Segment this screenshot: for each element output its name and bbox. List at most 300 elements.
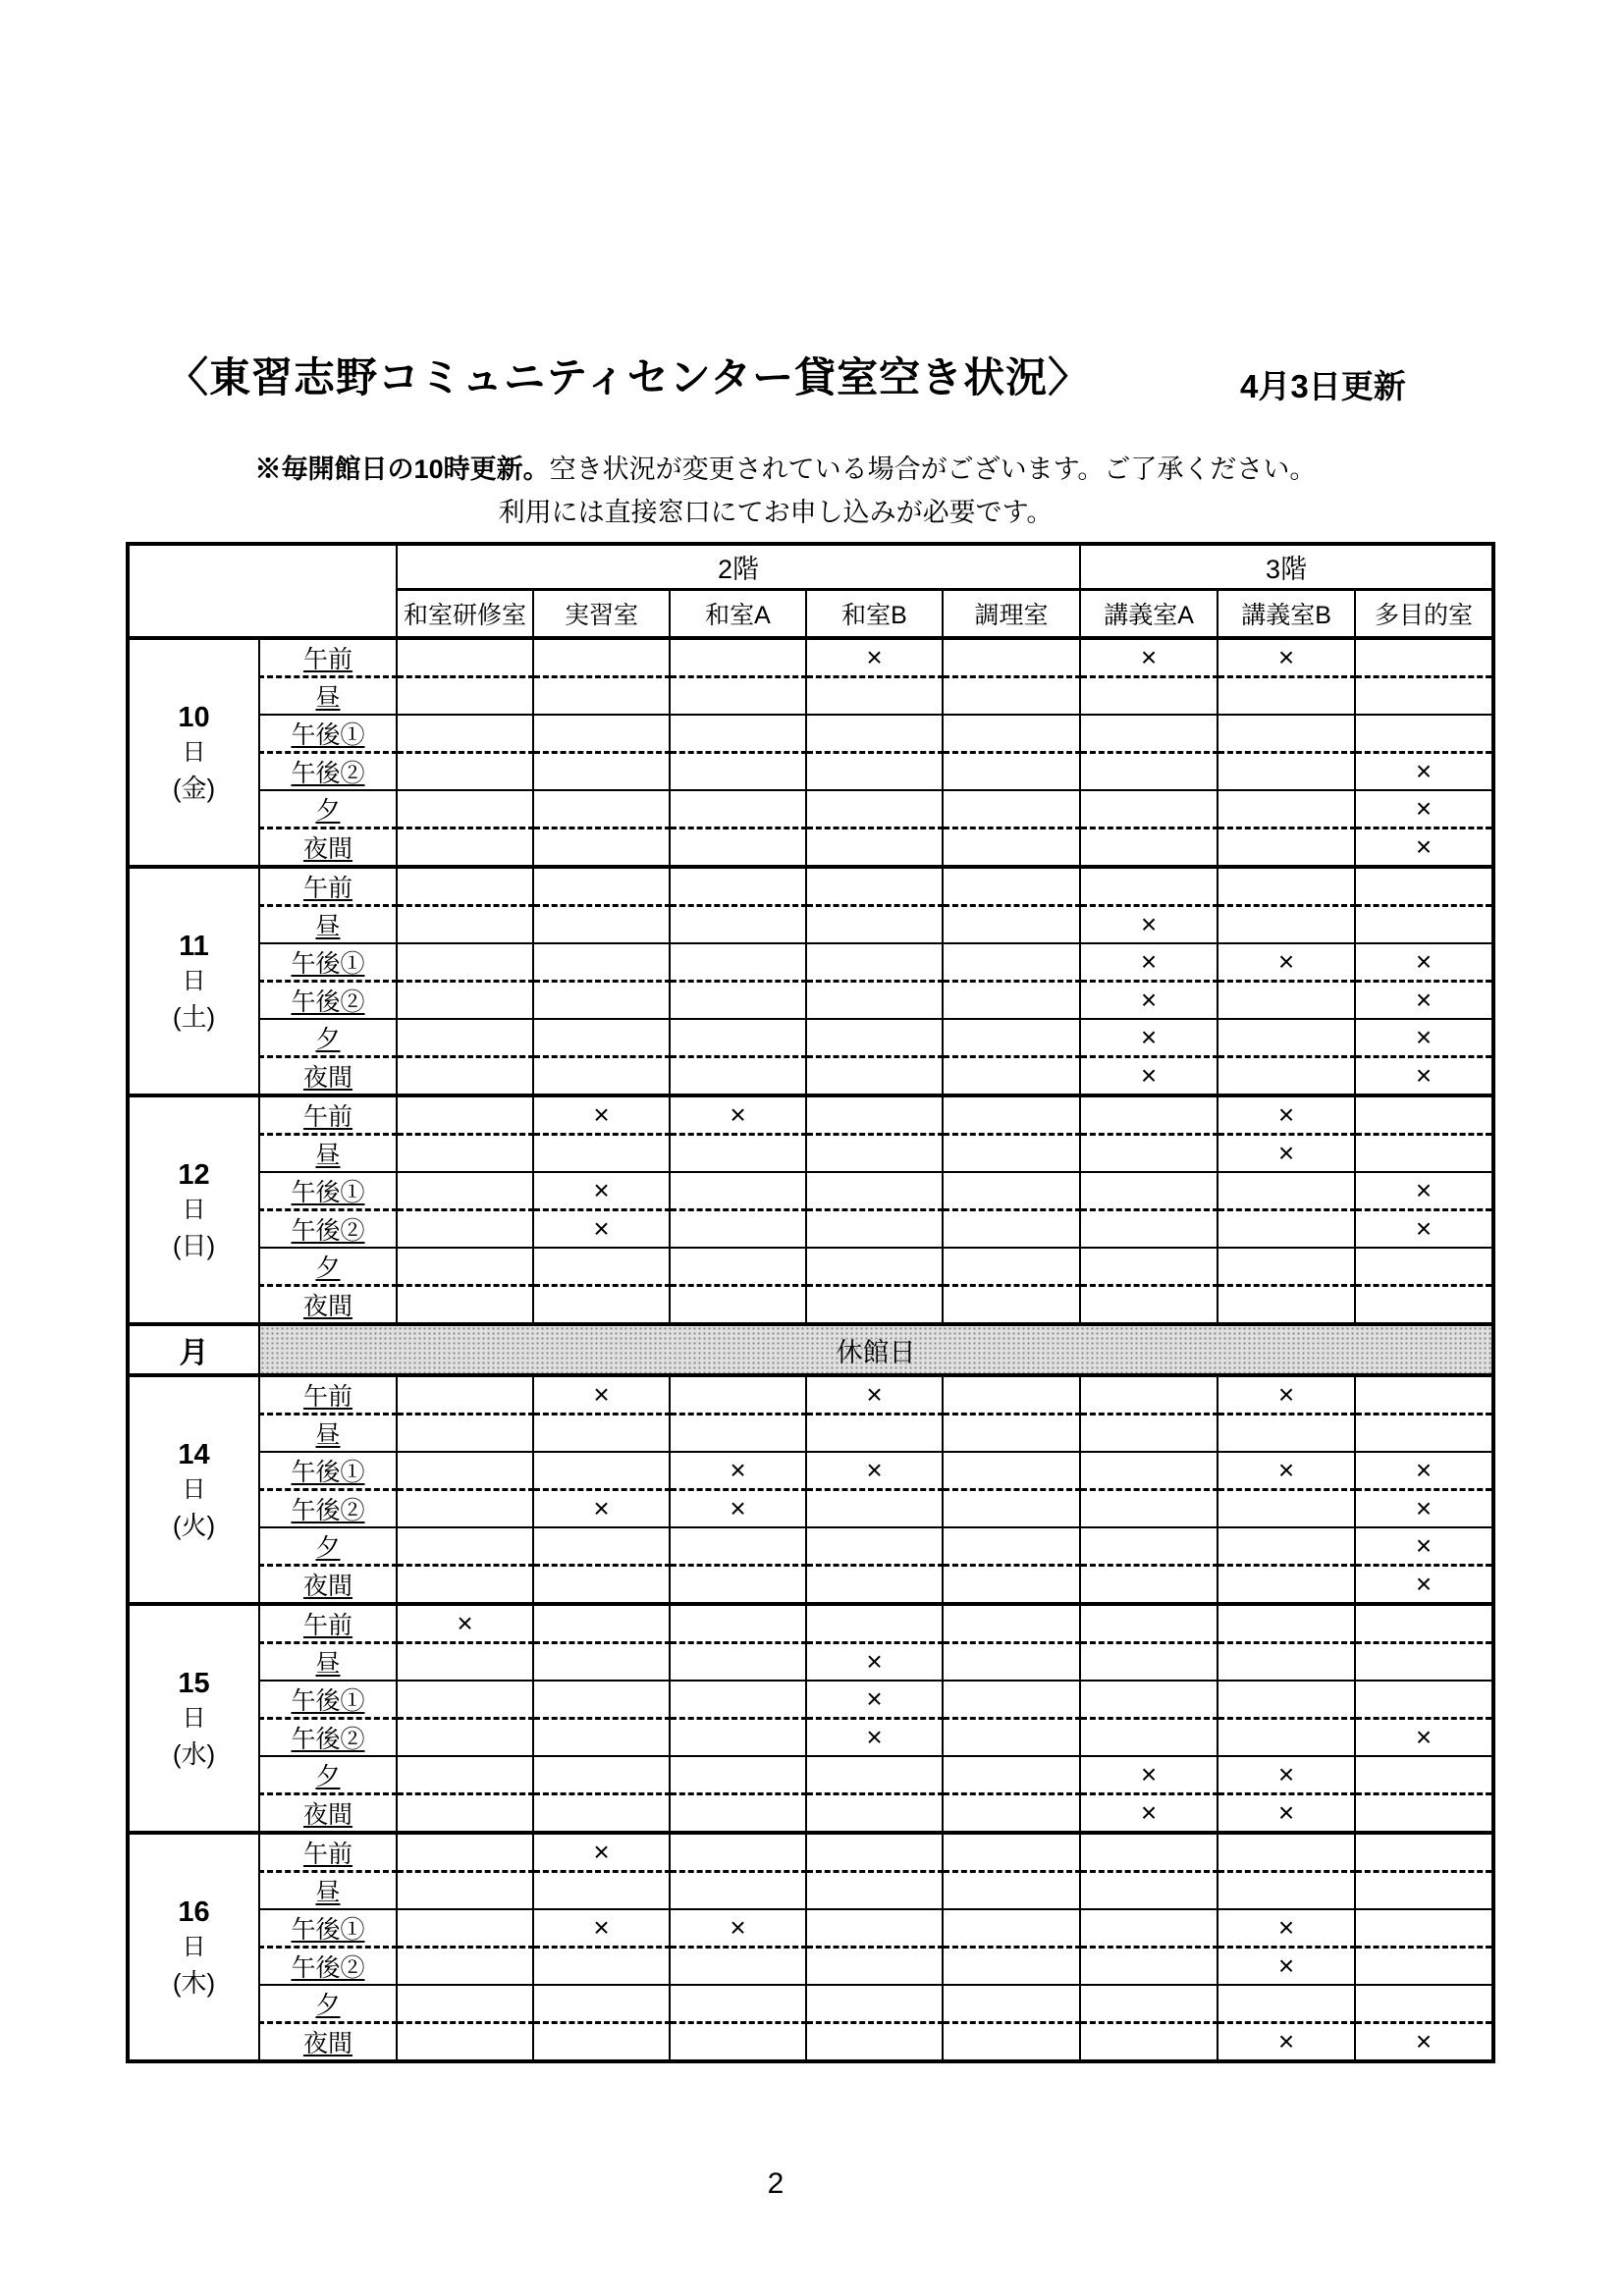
availability-cell [943,753,1080,791]
availability-cell [1218,1172,1355,1210]
room-header-6: 講義室A [1080,589,1218,638]
availability-cell [1080,1604,1218,1643]
time-slot-label [259,1756,397,1794]
availability-cell-occupied: × [1080,906,1218,944]
room-header-5: 調理室 [943,589,1080,638]
availability-cell [943,867,1080,906]
availability-cell [806,753,943,791]
availability-cell [1080,1985,1218,2023]
availability-cell [670,2023,806,2062]
time-slot-text: 夜間 [302,1573,352,1600]
availability-cell [1080,1643,1218,1682]
time-slot-label [259,1210,397,1249]
availability-cell [943,790,1080,828]
day-block-12 [128,1095,1493,1324]
availability-cell [806,1172,943,1210]
availability-cell [1080,1833,1218,1872]
availability-cell [533,1057,670,1096]
time-slot-label [259,1985,397,2023]
availability-cell [806,1095,943,1135]
availability-cell [670,1833,806,1872]
availability-cell [806,1794,943,1834]
room-header-8: 多目的室 [1355,589,1493,638]
time-slot-text: 夕 [315,1763,341,1790]
availability-cell [806,1286,943,1325]
availability-cell [533,1286,670,1325]
table-header [128,544,1493,638]
availability-cell [943,715,1080,753]
availability-cell [1355,1643,1493,1682]
availability-cell-occupied: × [806,638,943,677]
availability-cell [1080,753,1218,791]
availability-cell [533,943,670,982]
availability-cell [1218,1286,1355,1325]
time-slot-text: 午前 [302,646,352,673]
time-slot-text: 午後② [291,1726,365,1753]
page-title: 〈東習志野コミュニティセンター貸室空き状況〉 [167,354,1091,400]
availability-cell [1080,1286,1218,1325]
availability-cell-occupied: × [670,1490,806,1528]
date-cell [128,1833,259,2061]
availability-cell [670,1604,806,1643]
availability-cell [1080,1135,1218,1173]
availability-cell [397,1172,533,1210]
time-slot-text: 夕 [315,1534,341,1562]
date-line: 10 [178,701,210,733]
availability-cell-occupied: × [1355,753,1493,791]
availability-cell [943,1872,1080,1910]
time-slot-text: 昼 [315,1879,341,1906]
availability-cell [943,1057,1080,1096]
availability-cell-occupied: × [1218,1909,1355,1948]
availability-cell [943,1019,1080,1057]
availability-cell [670,1643,806,1682]
availability-cell [533,1604,670,1643]
time-slot-label [259,828,397,868]
availability-cell [806,828,943,868]
availability-cell [397,1909,533,1948]
availability-cell [533,828,670,868]
availability-cell [397,1135,533,1173]
availability-cell-occupied: × [1218,1375,1355,1415]
availability-cell [397,753,533,791]
availability-cell [806,1248,943,1286]
time-slot-text: 夕 [315,1026,341,1053]
availability-cell [943,1794,1080,1834]
availability-cell [397,828,533,868]
availability-cell [670,906,806,944]
availability-cell [806,1872,943,1910]
floor-header-3f: 3階 [1080,544,1493,589]
availability-cell [397,1286,533,1325]
time-slot-text: 昼 [315,1421,341,1449]
availability-cell [533,790,670,828]
room-header-2: 実習室 [533,589,670,638]
availability-cell [533,677,670,716]
availability-cell [1355,1135,1493,1173]
availability-cell [397,790,533,828]
availability-cell [1080,715,1218,753]
date-line: 日 [182,1196,206,1223]
corner-cell [128,544,397,638]
time-slot-label [259,1604,397,1643]
availability-cell [943,1490,1080,1528]
availability-cell [533,982,670,1020]
availability-cell [533,1643,670,1682]
time-slot-text: 午後① [291,950,365,978]
availability-cell [1218,1527,1355,1566]
availability-cell [1080,677,1218,716]
availability-cell-occupied: × [1355,1490,1493,1528]
date-line: 16 [178,1896,210,1928]
availability-cell [397,1872,533,1910]
time-slot-label [259,753,397,791]
availability-cell [1080,1210,1218,1249]
date-line: (日) [172,1230,216,1260]
availability-cell [1080,790,1218,828]
availability-cell [1218,753,1355,791]
date-cell-monday: 月 [128,1324,259,1375]
availability-cell-occupied: × [806,1719,943,1757]
availability-cell [1218,1210,1355,1249]
availability-cell [397,1756,533,1794]
availability-cell-occupied: × [806,1452,943,1490]
availability-cell [943,1604,1080,1643]
time-slot-text: 午後② [291,760,365,787]
availability-cell [670,1872,806,1910]
availability-cell [1355,1095,1493,1135]
availability-cell [1080,1490,1218,1528]
availability-cell-occupied: × [1080,1019,1218,1057]
availability-cell [806,943,943,982]
date-line: 12 [178,1158,210,1191]
date-cell [128,867,259,1095]
day-block-10 [128,638,1493,867]
availability-cell [397,1019,533,1057]
availability-cell [1080,1909,1218,1948]
availability-cell [533,1248,670,1286]
closed-banner: 休館日 [259,1324,1493,1375]
availability-cell [670,677,806,716]
date-line: 日 [182,967,206,994]
availability-cell [397,906,533,944]
availability-cell [806,1210,943,1249]
availability-cell [533,1415,670,1453]
note-line-1-rest: 空き状況が変更されている場合がございます。ご了承ください。 [549,454,1317,484]
availability-cell [397,638,533,677]
availability-cell [943,1286,1080,1325]
availability-cell-occupied: × [1218,1135,1355,1173]
availability-cell [1218,677,1355,716]
availability-cell [397,1681,533,1719]
availability-cell [533,1719,670,1757]
availability-cell [1080,1872,1218,1910]
time-slot-text: 午前 [302,875,352,902]
availability-cell-occupied: × [1218,1452,1355,1490]
availability-cell [943,1985,1080,2023]
availability-cell [1218,1985,1355,2023]
time-slot-text: 午前 [302,1103,352,1131]
availability-cell [1218,1248,1355,1286]
availability-cell [533,1794,670,1834]
date-cell [128,638,259,867]
time-slot-text: 午後② [291,1217,365,1245]
availability-cell-occupied: × [1355,1172,1493,1210]
availability-cell [1218,1490,1355,1528]
availability-cell-occupied: × [1218,1948,1355,1986]
availability-cell [397,677,533,716]
date-line: 11 [179,930,209,962]
time-slot-text: 午後① [291,1916,365,1944]
availability-cell [1218,1833,1355,1872]
availability-cell [397,1490,533,1528]
availability-cell [806,790,943,828]
page-number: 2 [767,2167,785,2200]
time-slot-text: 夕 [315,1992,341,2019]
time-slot-text: 午後② [291,1954,365,1982]
time-slot-text: 午前 [302,1612,352,1639]
availability-cell [806,1135,943,1173]
availability-cell [806,1948,943,1986]
availability-cell [533,1527,670,1566]
availability-cell [943,1643,1080,1682]
time-slot-text: 午後① [291,1179,365,1206]
availability-cell [533,1681,670,1719]
availability-cell [533,1872,670,1910]
time-slot-label [259,1135,397,1173]
date-line: 14 [178,1438,210,1470]
availability-cell [397,867,533,906]
time-slot-label [259,1566,397,1605]
availability-cell [670,1948,806,1986]
availability-cell [806,1415,943,1453]
availability-cell [806,1604,943,1643]
availability-cell [1218,982,1355,1020]
time-slot-text: 夕 [315,1255,341,1282]
availability-cell [1355,1375,1493,1415]
availability-cell-occupied: × [533,1833,670,1872]
availability-cell-occupied: × [1080,1057,1218,1096]
availability-cell [670,1057,806,1096]
availability-cell-occupied: × [1080,638,1218,677]
availability-cell-occupied: × [1355,1566,1493,1605]
availability-cell [533,1452,670,1490]
time-slot-text: 昼 [315,1650,341,1678]
time-slot-label [259,1643,397,1682]
time-slot-text: 夜間 [302,1293,352,1320]
time-slot-text: 昼 [315,1142,341,1169]
availability-cell [1080,1375,1218,1415]
availability-cell [533,906,670,944]
availability-cell [943,1681,1080,1719]
availability-cell [670,1375,806,1415]
availability-cell [670,1527,806,1566]
availability-cell [806,867,943,906]
availability-cell [670,1248,806,1286]
availability-cell [1218,1566,1355,1605]
availability-cell [670,1286,806,1325]
availability-cell-occupied: × [1080,1794,1218,1834]
availability-cell [670,1415,806,1453]
time-slot-label [259,1909,397,1948]
availability-cell [1218,1604,1355,1643]
time-slot-label [259,1172,397,1210]
availability-cell-occupied: × [533,1490,670,1528]
availability-cell [397,1527,533,1566]
availability-cell [806,1833,943,1872]
availability-cell-occupied: × [1218,2023,1355,2062]
time-slot-text: 夕 [315,797,341,825]
availability-cell [806,1985,943,2023]
availability-cell [1355,1681,1493,1719]
availability-cell-occupied: × [1218,1794,1355,1834]
date-line: 15 [178,1667,210,1699]
time-slot-text: 夜間 [302,1064,352,1092]
availability-cell-occupied: × [397,1604,533,1643]
time-slot-text: 午後① [291,1687,365,1715]
note-line-1-bold: ※毎開館日の10時更新。 [254,454,550,484]
availability-cell [397,715,533,753]
availability-cell [1218,1643,1355,1682]
time-slot-text: 夜間 [302,835,352,863]
availability-cell [943,1095,1080,1135]
availability-cell [1080,1415,1218,1453]
availability-cell [1355,1248,1493,1286]
availability-cell [397,2023,533,2062]
availability-cell-occupied: × [1080,943,1218,982]
availability-cell [1355,1415,1493,1453]
availability-cell [943,943,1080,982]
availability-cell [670,790,806,828]
time-slot-label [259,2023,397,2062]
availability-cell [670,943,806,982]
availability-cell [1218,1415,1355,1453]
time-slot-label [259,1057,397,1096]
availability-cell-occupied: × [670,1452,806,1490]
availability-cell [806,906,943,944]
availability-cell [806,715,943,753]
time-slot-label [259,1415,397,1453]
availability-cell [1080,828,1218,868]
availability-cell [806,1756,943,1794]
time-slot-label [259,1948,397,1986]
availability-cell [943,1248,1080,1286]
availability-cell [670,1794,806,1834]
room-header-3: 和室A [670,589,806,638]
room-header-4: 和室B [806,589,943,638]
availability-cell [943,906,1080,944]
time-slot-text: 夜間 [302,2030,352,2057]
availability-cell [533,715,670,753]
time-slot-label [259,1794,397,1834]
availability-cell [1218,715,1355,753]
day-block-14 [128,1375,1493,1604]
updated-date: 4月3日更新 [1240,368,1406,404]
availability-cell [397,943,533,982]
availability-cell [943,1135,1080,1173]
time-slot-text: 午後② [291,1497,365,1524]
availability-cell [533,1756,670,1794]
time-slot-label [259,677,397,716]
availability-cell [943,1719,1080,1757]
availability-cell [533,1566,670,1605]
availability-cell [1080,1681,1218,1719]
availability-cell [806,1566,943,1605]
availability-cell [943,1948,1080,1986]
availability-cell [1080,1095,1218,1135]
availability-cell [806,1490,943,1528]
availability-cell [806,677,943,716]
availability-cell [533,2023,670,2062]
availability-cell [806,1909,943,1948]
availability-cell [533,1019,670,1057]
availability-cell [943,1375,1080,1415]
day-block-15 [128,1604,1493,1833]
date-cell [128,1095,259,1324]
date-cell [128,1375,259,1604]
availability-cell [533,1985,670,2023]
time-slot-text: 午後② [291,988,365,1016]
date-line: 日 [182,1475,206,1503]
availability-cell-occupied: × [1355,1057,1493,1096]
availability-cell-occupied: × [1355,1719,1493,1757]
availability-cell [533,867,670,906]
availability-cell [1355,677,1493,716]
availability-cell-occupied: × [1355,2023,1493,2062]
availability-cell [670,1681,806,1719]
time-slot-label [259,1095,397,1135]
time-slot-label [259,1527,397,1566]
availability-cell [1080,867,1218,906]
availability-cell [1355,638,1493,677]
availability-cell-occupied: × [1355,1452,1493,1490]
availability-cell [397,1794,533,1834]
availability-cell [397,1415,533,1453]
availability-cell [1355,906,1493,944]
availability-cell [1080,1172,1218,1210]
availability-cell [397,1643,533,1682]
availability-cell-occupied: × [1218,943,1355,982]
time-slot-text: 昼 [315,913,341,940]
availability-cell [943,982,1080,1020]
availability-cell-occupied: × [1218,638,1355,677]
availability-cell-occupied: × [1355,1210,1493,1249]
availability-cell [397,1948,533,1986]
note-line-2: 利用には直接窓口にてお申し込みが必要です。 [498,498,1054,527]
availability-cell-occupied: × [533,1210,670,1249]
availability-cell-occupied: × [1355,982,1493,1020]
date-line: (金) [172,773,216,803]
note-line-1 [177,448,1394,486]
availability-cell [670,638,806,677]
availability-cell [1080,1452,1218,1490]
date-line: (木) [172,1967,216,1998]
date-cell [128,1604,259,1833]
time-slot-text: 午前 [302,1383,352,1411]
availability-cell [1218,1681,1355,1719]
availability-cell [397,1452,533,1490]
time-slot-label [259,1490,397,1528]
availability-cell [1355,1794,1493,1834]
availability-cell [806,982,943,1020]
time-slot-label [259,638,397,677]
availability-cell [1355,1909,1493,1948]
availability-cell [1218,906,1355,944]
time-slot-label [259,906,397,944]
availability-cell [943,828,1080,868]
floor-header-2f: 2階 [397,544,1080,589]
availability-cell [1218,867,1355,906]
